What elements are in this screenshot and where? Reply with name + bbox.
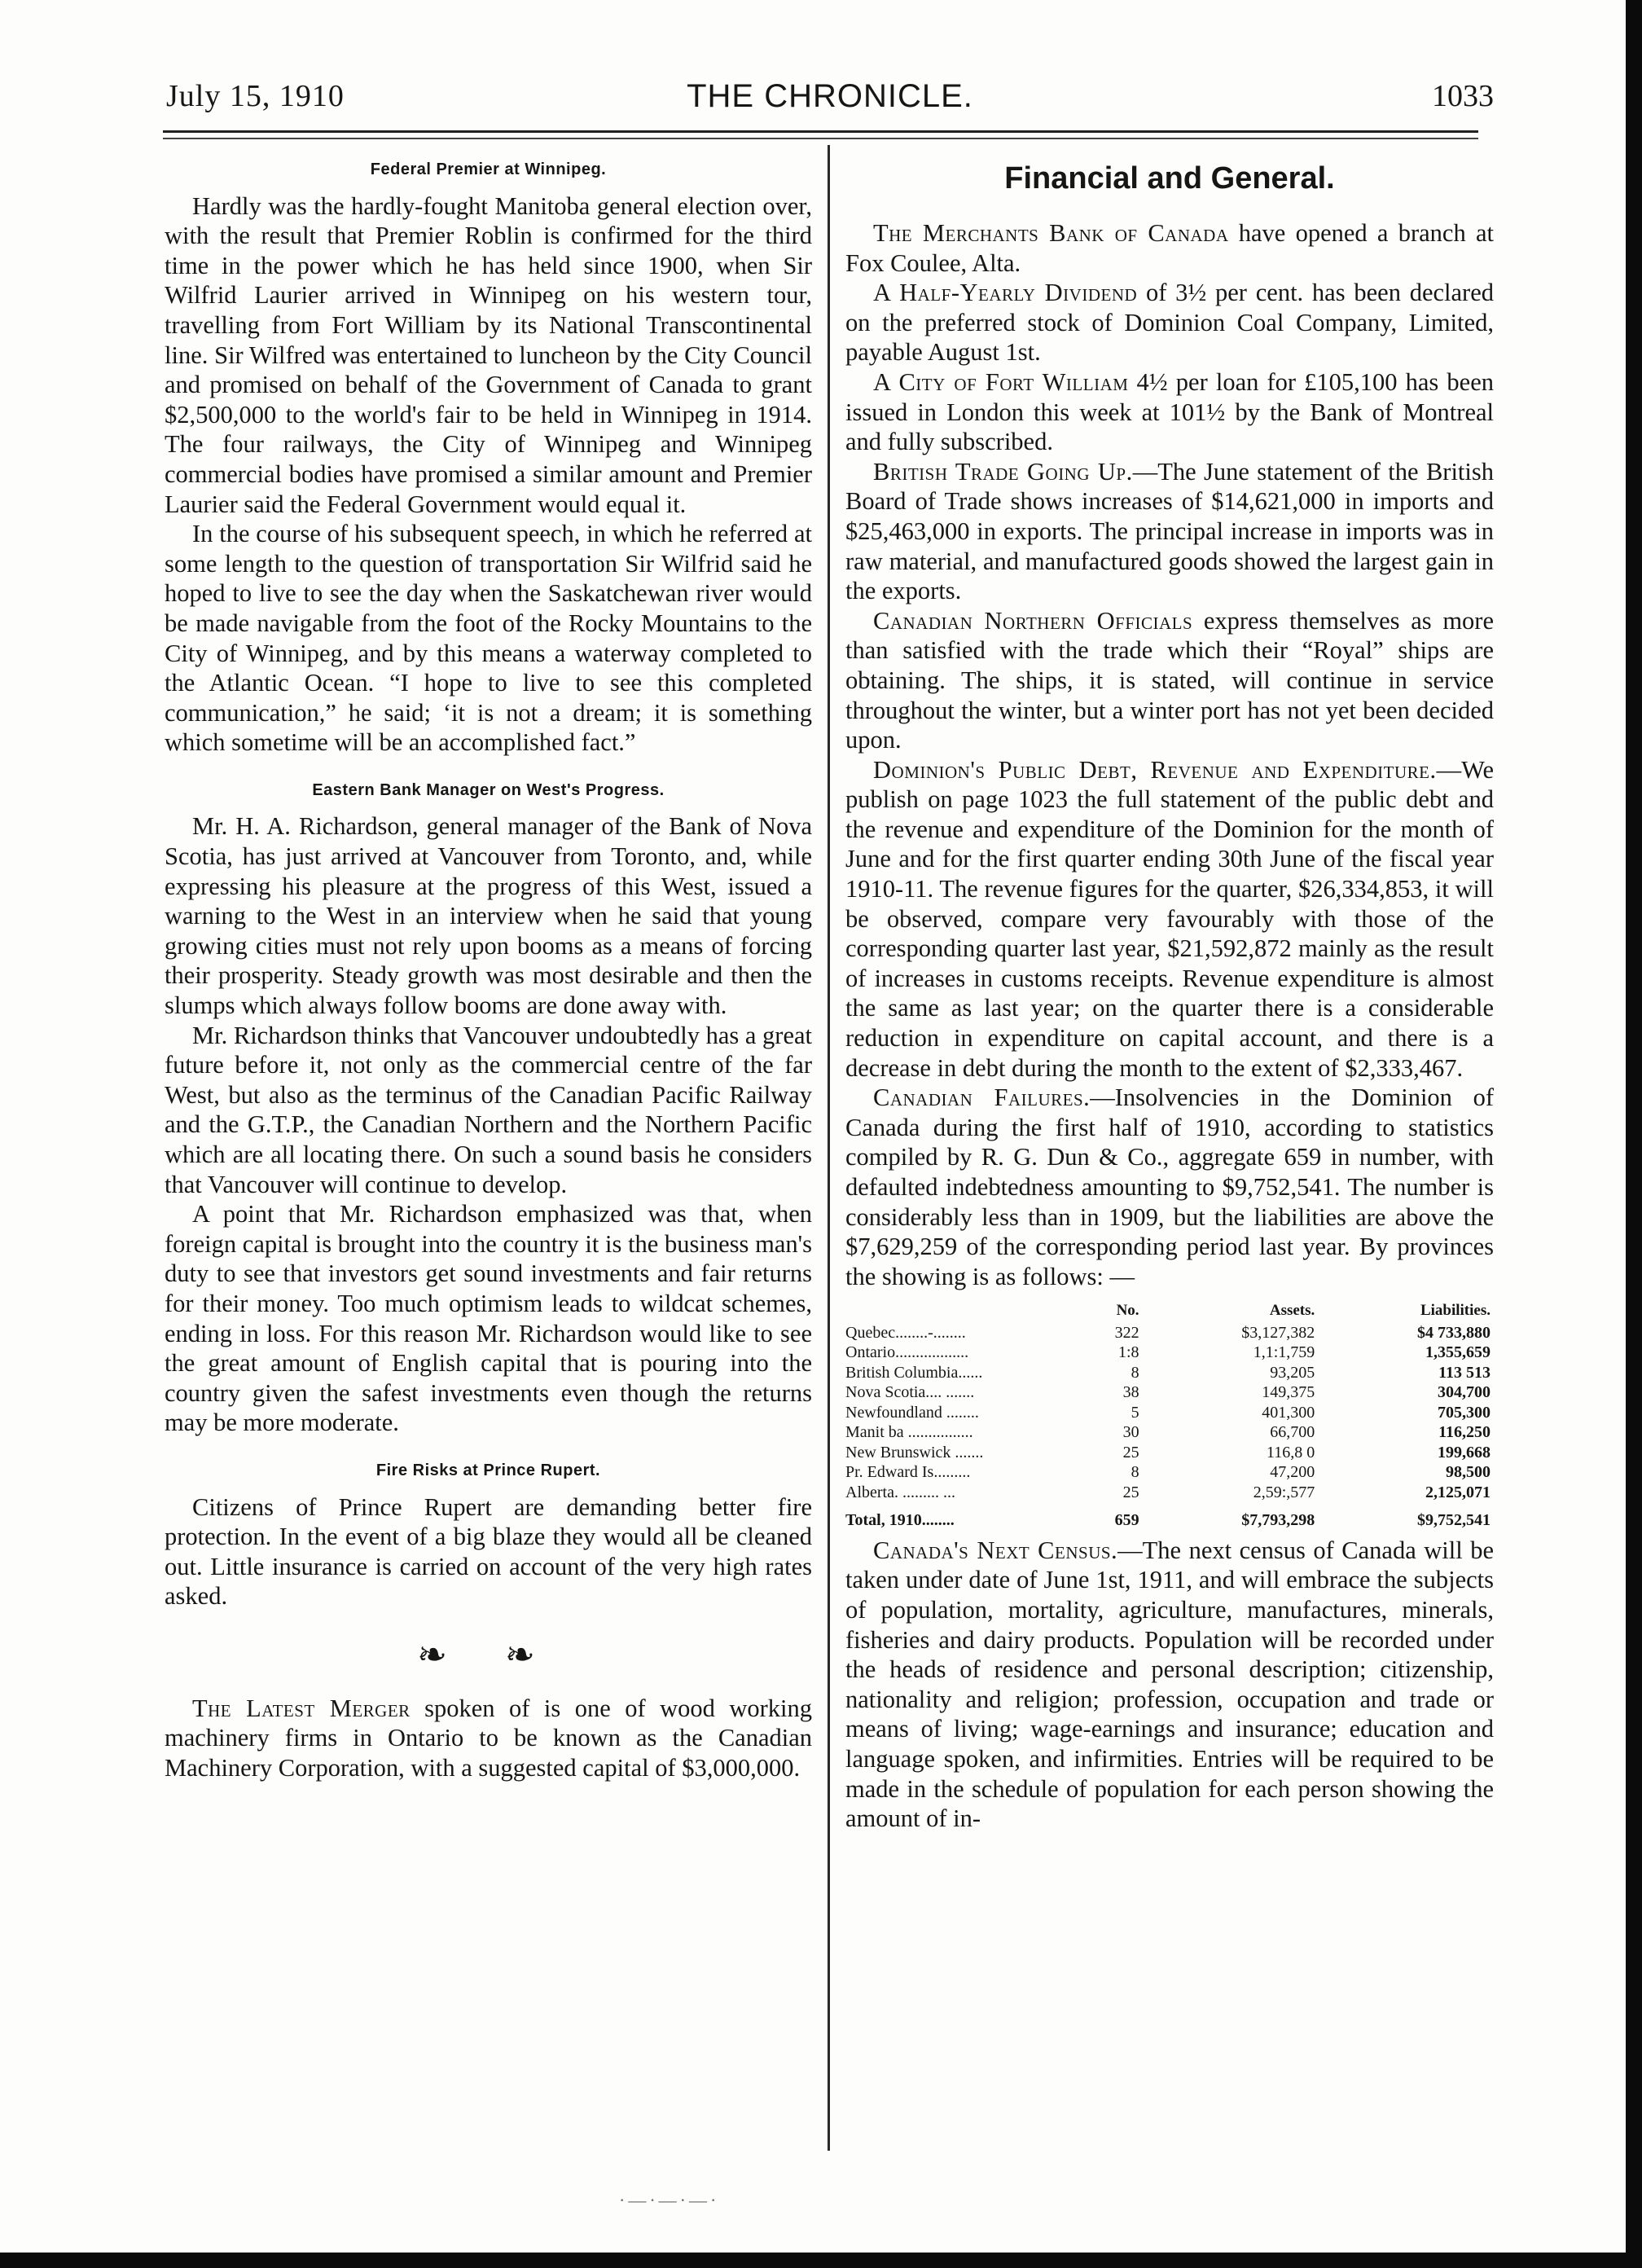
number-cell: 30	[1122, 1423, 1139, 1442]
assets-cell: $3,127,382	[1241, 1323, 1315, 1342]
article-paragraph-latest-merger	[165, 1694, 812, 1783]
news-item	[845, 755, 1494, 1083]
liabilities-cell: 98,500	[1446, 1463, 1491, 1482]
table-row	[845, 1363, 1494, 1383]
province-cell: Newfoundland ........	[845, 1403, 979, 1422]
total-number-cell: 659	[1114, 1511, 1139, 1530]
paragraph-lead: Canadian Failures.	[873, 1083, 1091, 1112]
total-assets-cell: $7,793,298	[1241, 1511, 1315, 1530]
page-number: 1033	[1432, 79, 1494, 113]
page-foot-mark: ·—·—·—·	[619, 2190, 720, 2210]
province-cell: Alberta. ......... ...	[845, 1483, 955, 1501]
column-header-province	[845, 1301, 1079, 1323]
table-row	[845, 1403, 1494, 1423]
column-header-liabilities: Liabilities.	[1420, 1302, 1491, 1320]
total-label-cell: Total, 1910........	[845, 1511, 955, 1530]
article-paragraph: Citizens of Prince Rupert are demanding better fire protection. In the event of a big blaze they would all be cleaned out. Little insurance is carried on account of the very high rates asked.	[165, 1492, 812, 1611]
issue-date: July 15, 1910	[166, 79, 345, 113]
paragraph-body: have opened a branch at Fox Coulee, Alta.	[845, 219, 1494, 277]
section-ornament: ❧ ❧	[417, 1634, 560, 1675]
paragraph-lead: Canada's Next Census.	[873, 1536, 1118, 1564]
canadian-failures-table	[845, 1301, 1494, 1531]
table-header-row	[845, 1301, 1494, 1323]
article-paragraph: Mr. Richardson thinks that Vancouver undoubtedly has a great future before it, not only as the commercial centre of the far West, but also as the terminus of the Canadian Pacific Railway and the G.T.P., the Canadian Northern and the Northern Pacific which are all locating there. On such a sound basis he considers that Vancouver will continue to develop.	[165, 1021, 812, 1198]
total-liabilities-cell: $9,752,541	[1417, 1511, 1491, 1530]
paragraph-lead: The Merchants Bank of Canada	[873, 219, 1229, 247]
province-cell: Nova Scotia.... .......	[845, 1383, 975, 1402]
assets-cell: 1,1:1,759	[1253, 1343, 1315, 1362]
paragraph-lead: British Trade Going Up.	[873, 457, 1133, 486]
liabilities-cell: $4 733,880	[1417, 1323, 1491, 1342]
news-item	[845, 606, 1494, 755]
news-item	[845, 457, 1494, 606]
table-row	[845, 1343, 1494, 1363]
news-item	[845, 278, 1494, 367]
table-row	[845, 1382, 1494, 1403]
number-cell: 322	[1114, 1323, 1139, 1342]
liabilities-cell: 304,700	[1438, 1383, 1491, 1402]
province-cell: New Brunswick .......	[845, 1443, 984, 1461]
scan-edge-bottom	[0, 2253, 1642, 2268]
paragraph-body: spoken of is one of wood working machinery firms in Ontario to be known as the Canadian Machinery Corporation, with a suggested capital of $3,000,000.	[165, 1694, 812, 1782]
article-paragraph: In the course of his subsequent speech, in which he referred at some length to the question of transportation Sir Wilfrid said he hoped to live to see the day when the Saskatchewan river would be made navigable from the foot of the Rocky Mountains to the City of Winnipeg, and by this means a waterway completed to the Atlantic Ocean. “I hope to live to see this completed communication,” he said; ‘it is not a dream; it is something which sometime will be an accomplished fact.”	[165, 520, 812, 757]
paragraph-lead: Dominion's Public Debt, Revenue and Expenditure.	[873, 755, 1437, 784]
table-row	[845, 1462, 1494, 1483]
article-paragraph: A point that Mr. Richardson emphasized was that, when foreign capital is brought into the country it is the business man's duty to see that investors get sound investments and fair returns for their money. Too much optimism leads to wildcat schemes, ending in loss. For this reason Mr. Richardson would like to see the great amount of English capital that is pouring into the country given the safest investments even though the returns may be more moderate.	[165, 1200, 812, 1437]
article-paragraph: Mr. H. A. Richardson, general manager of the Bank of Nova Scotia, has just arrived at Vancouver from Toronto, and, while expressing his pleasure at the progress of this West, issued a warning to the West in an interview when he said that young growing cities must not rely upon booms as a means of forcing their prosperity. Steady growth was most desirable and then the slumps which always follow booms are done away with.	[165, 812, 812, 1020]
province-cell: Manit ba ................	[845, 1423, 973, 1442]
paragraph-lead: The Latest Merger	[192, 1694, 410, 1722]
paragraph-lead: A Half-Yearly Dividend	[873, 279, 1138, 307]
paragraph-body: —The next census of Canada will be taken under date of June 1st, 1911, and will embrace the subjects of population, mortality, agriculture, manufactures, minerals, fisheries and dairy products. Population will be recorded under the heads of residence and personal description; citizenship, nationality and religion; profession, occupation and trade or means of living; wage-earnings and insurance; education and language spoken, and infirmities. Entries will be required to be made in the schedule of population for each person showing the amount of in-	[845, 1536, 1494, 1833]
assets-cell: 116,8 0	[1267, 1443, 1315, 1461]
assets-cell: 401,300	[1262, 1403, 1315, 1422]
paragraph-body: 4½ per loan for £105,100 has been issued in London this week at 101½ by the Bank of Montreal and fully subscribed.	[845, 367, 1494, 456]
number-cell: 25	[1122, 1443, 1139, 1461]
section-heading-federal-premier: Federal Premier at Winnipeg.	[370, 160, 607, 178]
paragraph-body: —Insolvencies in the Dominion of Canada during the first half of 1910, according to statistics compiled by R. G. Dun & Co., aggregate 659 in number, with defaulted indebtedness amounting to $9,752,541. The number is considerably less than in 1909, but the liabilities are above the $7,629,259 of the corresponding period last year. By provinces the showing is as follows: —	[845, 1083, 1494, 1290]
table-row	[845, 1323, 1494, 1343]
province-cell: Quebec........-........	[845, 1323, 966, 1342]
section-heading-fire-risks: Fire Risks at Prince Rupert.	[375, 1461, 601, 1479]
number-cell: 1:8	[1118, 1343, 1139, 1362]
number-cell: 8	[1131, 1363, 1139, 1382]
liabilities-cell: 2,125,071	[1425, 1483, 1491, 1501]
column-header-assets: Assets.	[1269, 1302, 1315, 1320]
paragraph-lead: A City of Fort William	[873, 367, 1129, 396]
assets-cell: 66,700	[1270, 1423, 1315, 1442]
news-item	[845, 218, 1494, 278]
province-cell: British Columbia......	[845, 1363, 983, 1382]
paragraph-body: of 3½ per cent. has been declared on the preferred stock of Dominion Coal Company, Limited, payable August 1st.	[845, 279, 1494, 367]
scan-edge-right	[1626, 0, 1642, 2268]
article-paragraph: Hardly was the hardly-fought Manitoba general election over, with the result that Premier Roblin is confirmed for the third time in the power which he has held since 1900, when Sir Wilfrid Laurier arrived in Winnipeg on his western tour, travelling from Fort William by its National Transcontinental line. Sir Wilfred was entertained to luncheon by the City Council and promised on behalf of the Government of Canada to grant $2,500,000 to the world's fair to be held in Winnipeg in 1914. The four railways, the City of Winnipeg and Winnipeg commercial bodies have promised a similar amount and Premier Laurier said the Federal Government would equal it.	[165, 191, 812, 518]
liabilities-cell: 199,668	[1438, 1443, 1491, 1461]
page-header	[166, 78, 1494, 124]
paragraph-body: —We publish on page 1023 the full statement of the public debt and the revenue and expenditure of the Dominion for the month of June and for the first quarter ending 30th June of the fiscal year 1910-11. The revenue figures for the quarter, $26,334,853, it will be observed, compare very favourably with those of the corresponding quarter last year, $21,592,872 mainly as the result of increases in customs receipts. Revenue expenditure is almost the same as last year; on the quarter there is a considerable reduction in expenditure on capital account, and there is a decrease in debt during the month to the extent of $2,333,467.	[845, 755, 1494, 1082]
number-cell: 25	[1122, 1483, 1139, 1501]
news-item	[845, 367, 1494, 457]
news-item	[845, 1536, 1494, 1834]
table-row	[845, 1443, 1494, 1463]
assets-cell: 47,200	[1270, 1463, 1315, 1482]
news-item	[845, 1083, 1494, 1291]
table-total-row	[845, 1502, 1494, 1531]
paragraph-body: —The June statement of the British Board of Trade shows increases of $14,621,000 in imports and $25,463,000 in exports. The principal increase in imports was in raw material, and manufactured goods showed the largest gain in the exports.	[845, 457, 1494, 605]
publication-title: THE CHRONICLE.	[687, 78, 973, 114]
assets-cell: 149,375	[1262, 1383, 1315, 1402]
province-cell: Ontario..................	[845, 1343, 969, 1362]
assets-cell: 93,205	[1270, 1363, 1315, 1382]
header-rule	[163, 130, 1478, 139]
number-cell: 8	[1131, 1463, 1139, 1482]
section-heading-financial-general: Financial and General.	[1004, 161, 1335, 196]
liabilities-cell: 1,355,659	[1425, 1343, 1491, 1362]
left-column	[165, 155, 812, 1782]
liabilities-cell: 116,250	[1438, 1423, 1491, 1442]
number-cell: 38	[1122, 1383, 1139, 1402]
table-row	[845, 1422, 1494, 1443]
paragraph-lead: Canadian Northern Officials	[873, 606, 1193, 635]
right-column	[845, 155, 1494, 1834]
section-heading-eastern-bank-manager: Eastern Bank Manager on West's Progress.	[312, 780, 665, 799]
province-cell: Pr. Edward Is.........	[845, 1463, 971, 1482]
paragraph-body: express themselves as more than satisfied with the trade which their “Royal” ships are obtaining. The ships, it is stated, will continue in service throughout the winter, but a winter port has not yet been decided upon.	[845, 606, 1494, 754]
table-row	[845, 1483, 1494, 1503]
assets-cell: 2,59:,577	[1253, 1483, 1315, 1501]
column-header-no: No.	[1116, 1302, 1139, 1320]
column-divider	[828, 145, 830, 2151]
liabilities-cell: 113 513	[1438, 1363, 1491, 1382]
liabilities-cell: 705,300	[1438, 1403, 1491, 1422]
number-cell: 5	[1131, 1403, 1139, 1422]
